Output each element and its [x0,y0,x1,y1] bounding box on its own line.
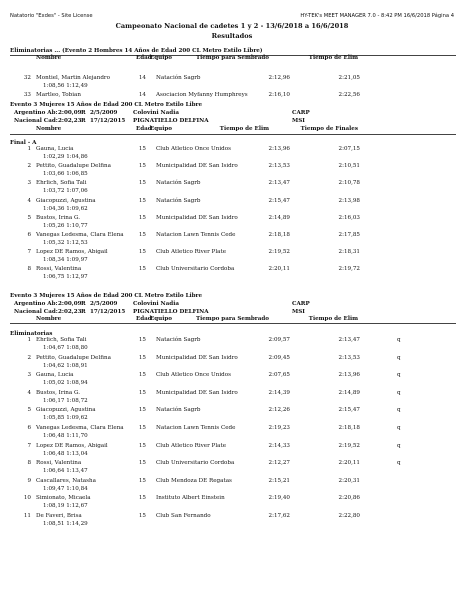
team-name: Municipalidad DE San Isidro [156,389,238,396]
record-flag: R [81,117,86,124]
result-place: 5 [27,407,31,414]
team-name: Club Universitario Cordoba [156,460,235,467]
seed-time: 2:12,26 [268,407,290,414]
result-time: 2:20,11 [338,460,360,467]
split-times: 1:05,02 1:08,94 [43,380,88,387]
team-name: Municipalidad DE San Isidro [156,354,238,361]
seed-time: 2:13,96 [268,146,290,152]
record-flag: R [81,301,86,307]
swimmer-name: Lopez DE Ramos, Abigail [36,249,108,256]
column-header-final: Tiempo de Finales [300,126,358,132]
column-header-age: Edad [136,55,152,61]
seed-time: 2:09,57 [268,337,290,343]
split-times: 1:08,56 1:12,49 [43,83,88,89]
split-times: 1:06,48 1:11,70 [43,433,88,439]
column-header-age: Edad [136,316,152,322]
qualified-mark: q [397,425,401,431]
swimmer-name: Bustos, Irina G. [36,389,81,396]
record-date: 17/12/2015 [90,117,126,124]
split-times: 1:05,26 1:10,77 [43,222,88,229]
split-times: 1:02,29 1:04,86 [43,154,88,160]
result-time: 2:18,18 [338,425,360,431]
swimmer-age: 15 [138,354,146,361]
result-time: 2:20,31 [338,477,360,484]
seed-time: 2:12,96 [268,75,290,81]
swimmer-name: Lopez DE Ramos, Abigail [36,442,108,449]
split-times: 1:03,66 1:06,85 [43,171,88,178]
seed-time: 2:13,53 [268,163,290,170]
swimmer-age: 14 [138,92,146,99]
result-place: 7 [27,249,31,256]
seed-time: 2:15,21 [268,477,290,484]
swimmer-age: 15 [138,442,146,449]
column-header-team: Equipo [150,55,173,61]
result-place: 9 [27,477,31,484]
column-header-name: Nombre [36,316,62,322]
swimmer-name: Pettito, Guadalupe Delfina [36,163,111,170]
swimmer-name: Ehrlich, Sofia Tali [36,337,87,343]
divider [10,134,456,135]
seed-time: 2:13,47 [268,180,290,187]
page-header-right: HY-TEK's MEET MANAGER 7.0 - 8:42 PM 16/6/2018 Página 4 [300,13,454,19]
result-time: 2:10,51 [338,163,360,170]
seed-time: 2:16,10 [268,92,290,99]
split-times: 1:05,85 1:09,62 [43,415,88,422]
record-flag: R [81,308,86,315]
record-label: Nacional Cad: [14,308,58,315]
result-time: 2:14,89 [338,389,360,396]
team-name: Natación Sagrb [156,75,201,81]
result-place: 8 [27,460,31,467]
swimmer-name: Giacopuzzi, Agustina [36,197,96,204]
result-time: 2:17,85 [338,232,360,238]
event-heading: Eliminatorias ... (Evento 2 Hombres 14 Años de Edad 200 CL Metro Estilo Libre) [10,48,263,54]
team-name: Natacion Lawn Tennis Cede [156,425,236,431]
team-name: Club Universitario Cordoba [156,266,235,273]
swimmer-name: De Faveri, Brisa [36,513,82,519]
column-header-seed: Tiempo de Elim [219,126,269,132]
column-header-final: Tiempo de Elim [308,55,358,61]
swimmer-name: Vanegas Ledesma, Clara Elena [36,232,124,238]
result-time: 2:20,86 [338,495,360,502]
qualified-mark: q [397,460,401,467]
record-time: 2:00,09 [58,110,82,116]
team-name: Natación Sagrb [156,197,201,204]
result-place: 4 [27,389,31,396]
swimmer-age: 15 [138,513,146,519]
record-date: 2/5/2009 [90,110,118,116]
swimmer-name: Gauna, Lucia [36,372,74,379]
record-date: 2/5/2009 [90,301,118,307]
result-place: 3 [27,180,31,187]
swimmer-name: Vanegas Ledesma, Clara Elena [36,425,124,431]
meet-title: Campeonato Nacional de cadetes 1 y 2 - 13/6/2018 a 16/6/2018 [115,22,349,30]
split-times: 1:06,17 1:08,72 [43,397,88,404]
result-time: 2:13,98 [338,197,360,204]
result-time: 2:19,72 [338,266,360,273]
split-times: 1:04,36 1:09,62 [43,205,88,212]
swimmer-age: 15 [138,180,146,187]
record-holder: Colovini Nadia [133,301,179,307]
team-name: Club Mendoza DE Regatas [156,477,232,484]
result-time: 2:19,52 [338,442,360,449]
result-place: 32 [23,75,31,81]
swimmer-age: 15 [138,197,146,204]
qualified-mark: q [397,354,401,361]
split-times: 1:06,48 1:13,04 [43,450,88,457]
result-place: 33 [23,92,31,99]
team-name: Asociacion Myfanny Humphreys [156,92,248,99]
result-time: 2:22,56 [338,92,360,99]
swimmer-name: Giacopuzzi, Agustina [36,407,96,414]
team-name: Club Atletico River Plate [156,442,227,449]
swimmer-age: 14 [138,75,146,81]
seed-time: 2:15,47 [268,197,290,204]
result-place: 10 [23,495,31,502]
seed-time: 2:14,39 [268,389,290,396]
swimmer-name: Martleo, Tobian [36,92,81,99]
qualified-mark: q [397,337,401,343]
record-club: CARP [292,301,310,307]
swimmer-name: Cascallares, Natasha [36,477,96,484]
record-time: 2:02,23 [58,308,82,315]
event-heading: Evento 3 Mujeres 15 Años de Edad 200 CL Metro Estilo Libre [10,102,203,108]
split-times: 1:03,72 1:07,06 [43,188,88,195]
result-place: 2 [27,163,31,170]
seed-time: 2:17,62 [268,513,290,519]
result-time: 2:13,96 [338,372,360,379]
event-heading: Evento 3 Mujeres 15 Años de Edad 200 CL Metro Estilo Libre [10,293,203,299]
team-name: Municipalidad DE San Isidro [156,163,238,170]
swimmer-name: Pettito, Guadalupe Delfina [36,354,111,361]
team-name: Natación Sagrb [156,337,201,343]
swimmer-age: 15 [138,214,146,221]
swimmer-name: Bustos, Irina G. [36,214,81,221]
split-times: 1:06,75 1:12,97 [43,274,88,281]
result-time: 2:21,05 [338,75,360,81]
swimmer-name: Simionato, Micaela [36,495,91,502]
result-time: 2:10,78 [338,180,360,187]
qualified-mark: q [397,442,401,449]
swimmer-age: 15 [138,495,146,502]
team-name: Club San Fernando [156,513,211,519]
results-subtitle: Resultados [211,32,253,40]
result-place: 1 [27,337,31,343]
seed-time: 2:14,89 [268,214,290,221]
team-name: Natacion Lawn Tennis Cede [156,232,236,238]
swimmer-age: 15 [138,249,146,256]
swimmer-name: Rossi, Valentina [36,460,82,467]
split-times: 1:09,47 1:10,84 [43,485,88,492]
record-label: Nacional Cad: [14,117,58,124]
record-club: CARP [292,110,310,116]
record-holder: PIGNATIELLO DELFINA [133,308,209,315]
column-header-team: Equipo [150,126,173,132]
record-time: 2:00,09 [58,301,82,307]
swimmer-name: Montiel, Martin Alejandro [36,75,110,81]
qualified-mark: q [397,372,401,379]
team-name: Municipalidad DE San Isidro [156,214,238,221]
result-time: 2:22,80 [338,513,360,519]
result-place: 8 [27,266,31,273]
team-name: Club Atletico Once Unidos [156,146,231,152]
swimmer-age: 15 [138,372,146,379]
result-place: 11 [23,513,31,519]
swimmer-age: 15 [138,407,146,414]
record-label: Argentino Ab: [14,110,58,116]
column-header-seed: Tiempo para Sembrado [195,55,269,61]
result-time: 2:15,47 [338,407,360,414]
seed-time: 2:20,11 [268,266,290,273]
column-header-final: Tiempo de Elim [308,316,358,322]
result-place: 6 [27,232,31,238]
seed-time: 2:09,45 [268,354,290,361]
split-times: 1:04,67 1:08,80 [43,345,88,351]
split-times: 1:04,62 1:08,91 [43,362,88,369]
swimmer-age: 15 [138,337,146,343]
result-time: 2:18,31 [338,249,360,256]
swimmer-age: 15 [138,232,146,238]
result-place: 3 [27,372,31,379]
record-date: 17/12/2015 [90,308,126,315]
qualified-mark: q [397,407,401,414]
team-name: Instituto Albert Einstein [156,495,225,502]
column-header-team: Equipo [150,316,173,322]
qualified-mark: q [397,389,401,396]
column-header-age: Edad [136,126,152,132]
record-holder: Colovini Nadia [133,110,179,116]
seed-time: 2:14,33 [268,442,290,449]
swimmer-age: 15 [138,460,146,467]
split-times: 1:08,34 1:09,97 [43,257,88,264]
seed-time: 2:12,27 [268,460,290,467]
team-name: Natación Sagrb [156,407,201,414]
split-times: 1:05,32 1:12,53 [43,240,88,246]
split-times: 1:08,19 1:12,67 [43,503,88,510]
swimmer-age: 15 [138,389,146,396]
result-place: 7 [27,442,31,449]
swimmer-age: 15 [138,477,146,484]
seed-time: 2:19,23 [268,425,290,431]
swimmer-name: Gauna, Lucia [36,146,74,152]
result-place: 5 [27,214,31,221]
swimmer-age: 15 [138,425,146,431]
result-time: 2:07,15 [338,146,360,152]
result-place: 6 [27,425,31,431]
result-time: 2:16,03 [338,214,360,221]
result-place: 4 [27,197,31,204]
team-name: Club Atletico Once Unidos [156,372,231,379]
split-times: 1:08,51 1:14,29 [43,521,88,527]
divider [10,323,456,324]
record-club: MSI [292,117,305,124]
swimmer-age: 15 [138,146,146,152]
swimmer-name: Rossi, Valentina [36,266,82,273]
column-header-name: Nombre [36,126,62,132]
record-flag: R [81,110,86,116]
seed-time: 2:07,65 [268,372,290,379]
record-label: Argentino Ab: [14,301,58,307]
result-place: 1 [27,146,31,152]
result-time: 2:13,47 [338,337,360,343]
team-name: Club Atletico River Plate [156,249,227,256]
page-header-left: Natatorio "Exdes" - Site License [10,13,93,19]
seed-time: 2:19,40 [268,495,290,502]
column-header-seed: Tiempo para Sembrado [195,316,269,322]
record-time: 2:02,23 [58,117,82,124]
seed-time: 2:18,18 [268,232,290,238]
team-name: Natación Sagrb [156,180,201,187]
result-place: 2 [27,354,31,361]
swimmer-age: 15 [138,163,146,170]
result-time: 2:13,53 [338,354,360,361]
section-heading: Final - A [10,140,37,146]
seed-time: 2:19,52 [268,249,290,256]
record-club: MSI [292,308,305,315]
column-header-name: Nombre [36,55,62,61]
section-heading: Eliminatorias [10,331,53,337]
swimmer-name: Ehrlich, Sofia Tali [36,180,87,187]
record-holder: PIGNATIELLO DELFINA [133,117,209,124]
swimmer-age: 15 [138,266,146,273]
split-times: 1:06,64 1:13,47 [43,468,88,475]
